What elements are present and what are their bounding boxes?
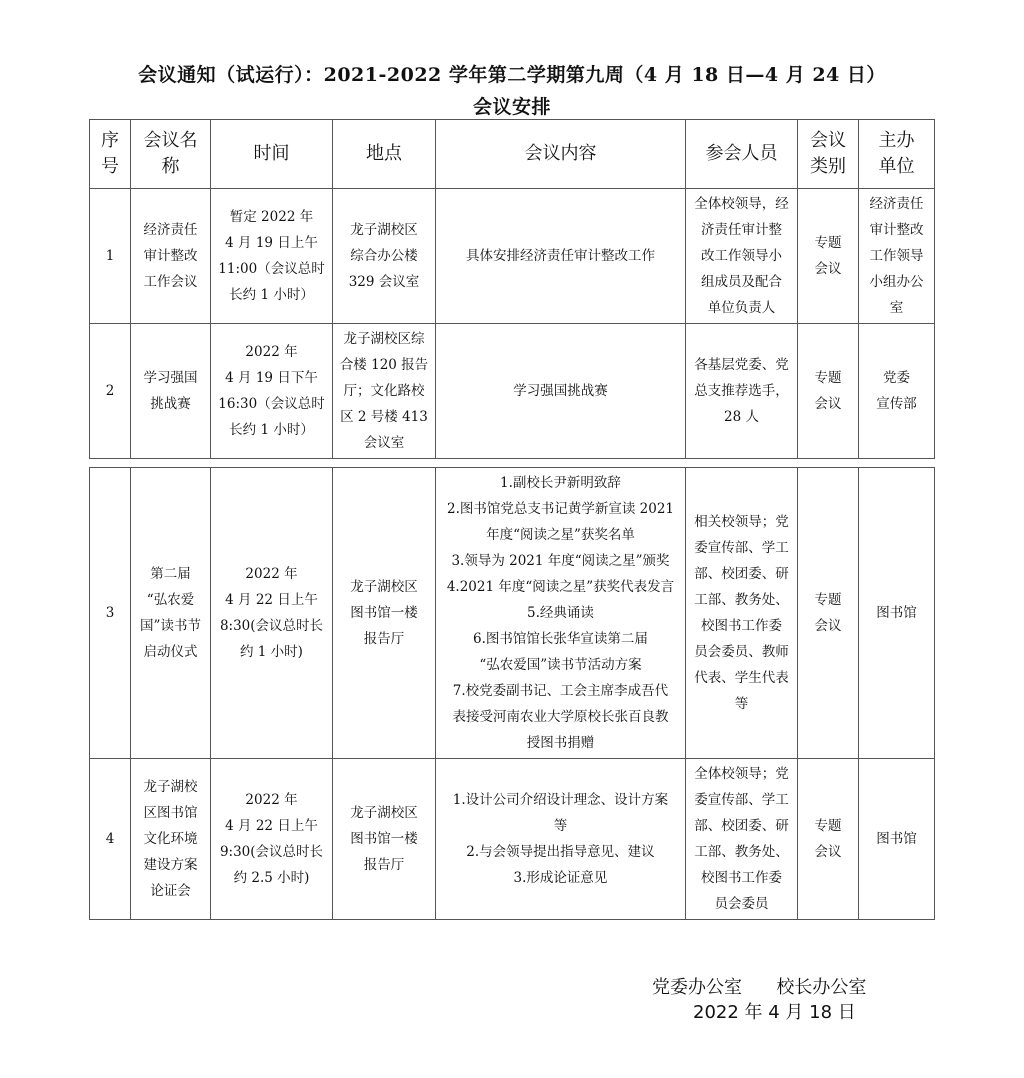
content-cell-line: 5.经典诵读	[527, 605, 594, 621]
meeting-name-cell-line: 区图书馆	[143, 805, 198, 821]
place-cell-line: 龙子湖校区	[350, 222, 418, 238]
place-cell	[333, 759, 436, 920]
place-cell-line: 综合办公楼	[350, 248, 418, 264]
time-cell-line: 2022 年	[245, 566, 298, 582]
time-cell-line: 4 月 19 日上午	[225, 235, 318, 251]
place-cell-line: 合楼 120 报告	[339, 357, 429, 373]
host-cell-line: 小组办公	[869, 274, 924, 290]
content-cell-line: 等	[553, 818, 568, 834]
place-cell-line: 龙子湖校区	[350, 805, 418, 821]
meeting-name-cell	[131, 189, 211, 324]
time-cell-line: 4 月 22 日上午	[225, 592, 318, 608]
type-cell	[798, 468, 859, 759]
time-cell-line: 16:30（会议总时	[218, 396, 325, 412]
meeting-name-cell	[131, 324, 211, 459]
issue-date: 2022 年 4 月 18 日	[693, 1002, 856, 1023]
host-cell-line: 图书馆	[876, 605, 917, 621]
issuing-offices: 党委办公室 校长办公室	[652, 977, 867, 998]
host-cell-line: 党委	[883, 370, 910, 386]
attendees-cell-line: 代表、学生代表	[694, 670, 789, 686]
place-cell	[333, 324, 436, 459]
host-cell-line: 室	[889, 300, 904, 316]
table-row	[90, 468, 935, 759]
time-cell-line: 2022 年	[245, 344, 298, 360]
attendees-cell-line: 济责任审计整	[701, 222, 782, 238]
meeting-name-cell-line: “弘农爱	[146, 592, 195, 608]
attendees-cell-line: 部、校团委、研	[694, 566, 789, 582]
content-cell-line: 具体安排经济责任审计整改工作	[466, 248, 655, 264]
content-cell-line: 1.设计公司介绍设计理念、设计方案	[452, 792, 669, 808]
attendees-cell-line: 相关校领导；党	[694, 514, 789, 530]
attendees-cell-line: 委宣传部、学工	[694, 540, 789, 556]
attendees-cell	[686, 759, 798, 920]
row-no-cell: 1	[90, 189, 131, 324]
place-cell-line: 龙子湖校区综	[343, 331, 425, 347]
host-cell	[859, 759, 935, 920]
content-cell	[436, 324, 686, 459]
attendees-cell-line: 各基层党委、党	[694, 357, 789, 373]
meeting-name-cell	[131, 759, 211, 920]
place-cell	[333, 468, 436, 759]
host-cell	[859, 324, 935, 459]
host-cell	[859, 189, 935, 324]
meeting-name-cell-line: 启动仪式	[143, 644, 198, 660]
place-cell-line: 报告厅	[363, 631, 405, 647]
attendees-cell	[686, 324, 798, 459]
attendees-cell-line: 工部、教务处、	[694, 592, 789, 608]
time-cell-line: 4 月 22 日上午	[225, 818, 318, 834]
table-row	[90, 759, 935, 920]
content-cell	[436, 759, 686, 920]
attendees-cell-line: 员会委员	[714, 896, 769, 912]
host-cell	[859, 468, 935, 759]
attendees-cell-line: 校图书工作委	[701, 618, 782, 634]
meeting-name-cell-line: 论证会	[150, 883, 191, 899]
content-cell-line: 6.图书馆馆长张华宣读第二届	[473, 631, 648, 647]
time-cell-line: 8:30(会议总时长	[219, 618, 324, 634]
time-cell	[211, 324, 333, 459]
attendees-cell-line: 员会委员、教师	[694, 644, 789, 660]
type-cell-line: 会议	[814, 618, 842, 634]
type-cell-line: 会议	[814, 261, 842, 277]
time-cell	[211, 189, 333, 324]
host-cell-line: 工作领导	[869, 248, 924, 264]
header-row	[90, 120, 935, 189]
content-cell	[436, 189, 686, 324]
time-cell-line: 2022 年	[245, 792, 298, 808]
type-cell	[798, 189, 859, 324]
meeting-name-cell-line: 文化环境	[143, 831, 198, 847]
host-cell-line: 图书馆	[876, 831, 917, 847]
content-cell-line: 年度“阅读之星”获奖名单	[486, 527, 635, 543]
time-cell	[211, 759, 333, 920]
type-cell	[798, 759, 859, 920]
attendees-cell-line: 等	[734, 696, 749, 712]
attendees-cell-line: 校图书工作委	[701, 870, 782, 886]
type-cell-line: 会议	[814, 844, 842, 860]
host-cell-line: 审计整改	[869, 222, 924, 238]
header-name: 会议名 称	[131, 120, 211, 189]
meeting-name-cell-line: 国”读书节	[140, 618, 201, 634]
row-no-cell: 2	[90, 324, 131, 459]
time-cell-line: 11:00（会议总时	[218, 261, 325, 277]
notice-subtitle: 会议安排	[472, 96, 551, 118]
attendees-cell-line: 单位负责人	[707, 300, 776, 316]
content-cell-line: 1.副校长尹新明致辞	[500, 475, 621, 491]
time-cell-line: 约 2.5 小时)	[233, 870, 310, 886]
content-cell-line: 授图书捐赠	[526, 735, 595, 751]
content-cell-line: 表接受河南农业大学原校长张百良教	[452, 709, 669, 725]
content-cell-line: “弘农爱国”读书节活动方案	[479, 657, 642, 673]
meeting-name-cell-line: 学习强国	[143, 370, 198, 386]
type-cell-line: 专题	[814, 592, 842, 608]
attendees-cell-line: 28 人	[724, 409, 759, 425]
meeting-name-cell-line: 经济责任	[143, 222, 198, 238]
place-cell-line: 报告厅	[363, 857, 405, 873]
attendees-cell-line: 总支推荐选手，	[694, 383, 789, 399]
meeting-name-cell-line: 审计整改	[143, 248, 198, 264]
time-cell-line: 长约 1 小时）	[229, 287, 314, 303]
place-cell-line: 厅；文化路校	[343, 383, 425, 399]
content-cell-line: 4.2021 年度“阅读之星”获奖代表发言	[446, 579, 675, 595]
content-cell-line: 2.图书馆党总支书记黄学新宣读 2021	[446, 501, 675, 517]
notice-title: 会议通知（试运行）：2021-2022 学年第二学期第九周（4 月 18 日—4 月 24 日）	[138, 64, 886, 86]
attendees-cell-line: 组成员及配合	[701, 274, 782, 290]
place-cell-line: 区 2 号楼 413	[340, 409, 428, 425]
header-attendees: 参会人员	[686, 120, 798, 189]
meeting-table-page2	[89, 467, 935, 920]
time-cell-line: 约 1 小时)	[240, 644, 303, 660]
meeting-name-cell-line: 建设方案	[143, 857, 198, 873]
content-cell	[436, 468, 686, 759]
table-row	[90, 324, 935, 459]
type-cell-line: 专题	[814, 370, 842, 386]
table-row	[90, 189, 935, 324]
header-place: 地点	[333, 120, 436, 189]
attendees-cell-line: 全体校领导，经	[694, 196, 789, 212]
content-cell-line: 7.校党委副书记、工会主席李成吾代	[452, 683, 669, 699]
attendees-cell-line: 部、校团委、研	[694, 818, 789, 834]
time-cell-line: 长约 1 小时）	[229, 422, 314, 438]
meeting-name-cell-line: 工作会议	[143, 274, 198, 290]
header-content: 会议内容	[436, 120, 686, 189]
row-no-cell: 4	[90, 759, 131, 920]
time-cell-line: 9:30(会议总时长	[219, 844, 324, 860]
content-cell-line: 2.与会领导提出指导意见、建议	[466, 844, 655, 860]
attendees-cell-line: 工部、教务处、	[694, 844, 789, 860]
content-cell-line: 学习强国挑战赛	[513, 383, 608, 399]
place-cell-line: 会议室	[363, 435, 405, 451]
meeting-name-cell	[131, 468, 211, 759]
content-cell-line: 3.形成论证意见	[513, 870, 608, 886]
header-type: 会议 类别	[798, 120, 859, 189]
meeting-name-cell-line: 第二届	[150, 566, 191, 582]
header-time: 时间	[211, 120, 333, 189]
meeting-name-cell-line: 挑战赛	[150, 396, 191, 412]
place-cell-line: 图书馆一楼	[350, 831, 418, 847]
place-cell-line: 图书馆一楼	[350, 605, 418, 621]
host-cell-line: 宣传部	[876, 396, 917, 412]
row-no-cell: 3	[90, 468, 131, 759]
header-host: 主办 单位	[859, 120, 935, 189]
type-cell-line: 专题	[814, 235, 842, 251]
attendees-cell-line: 改工作领导小	[701, 248, 782, 264]
place-cell-line: 龙子湖校区	[350, 579, 418, 595]
attendees-cell-line: 全体校领导；党	[694, 766, 789, 782]
time-cell	[211, 468, 333, 759]
attendees-cell	[686, 468, 798, 759]
header-no: 序 号	[90, 120, 131, 189]
place-cell-line: 329 会议室	[348, 274, 420, 290]
content-cell-line: 3.领导为 2021 年度“阅读之星”颁奖	[451, 553, 670, 569]
host-cell-line: 经济责任	[869, 196, 924, 212]
time-cell-line: 暂定 2022 年	[229, 209, 314, 225]
time-cell-line: 4 月 19 日下午	[225, 370, 318, 386]
type-cell-line: 专题	[814, 818, 842, 834]
meeting-table-page1	[89, 119, 935, 459]
place-cell	[333, 189, 436, 324]
attendees-cell	[686, 189, 798, 324]
attendees-cell-line: 委宣传部、学工	[694, 792, 789, 808]
type-cell-line: 会议	[814, 396, 842, 412]
meeting-name-cell-line: 龙子湖校	[143, 779, 198, 795]
type-cell	[798, 324, 859, 459]
